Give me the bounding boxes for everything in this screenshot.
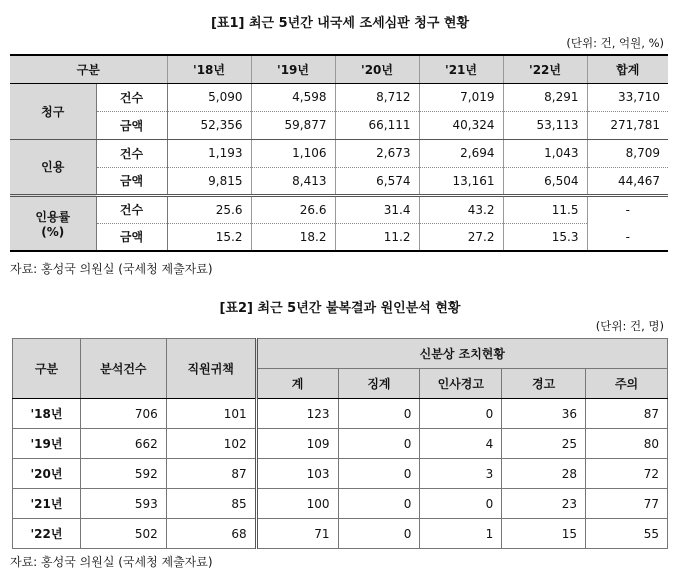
cell: 100 <box>256 489 338 519</box>
cell: 25 <box>502 429 586 459</box>
table2 <box>12 338 668 549</box>
group-label-line2: (%) <box>41 224 65 239</box>
cell: - <box>625 202 630 217</box>
header-cell: '19년 <box>251 55 335 83</box>
group-label: 청구 <box>10 83 96 139</box>
cell: 27.2 <box>419 223 503 251</box>
row-label: '19년 <box>13 429 81 459</box>
header-cell: 징계 <box>338 369 420 399</box>
cell: 25.6 <box>167 195 251 223</box>
cell: 13,161 <box>419 167 503 195</box>
header-cell: '20년 <box>335 55 419 83</box>
cell: 593 <box>80 489 166 519</box>
cell: 26.6 <box>251 195 335 223</box>
group-label <box>10 195 96 251</box>
cell: 2,694 <box>419 139 503 167</box>
cell: 109 <box>256 429 338 459</box>
cell: 9,815 <box>167 167 251 195</box>
row-label: '18년 <box>13 399 81 429</box>
cell: 66,111 <box>335 111 419 139</box>
group-label: 인용 <box>10 139 96 195</box>
cell: 0 <box>338 399 420 429</box>
cell: 80 <box>586 429 668 459</box>
cell: 1 <box>420 519 502 549</box>
table-row <box>13 489 668 519</box>
header-cell: 구분 <box>10 55 167 83</box>
table-row <box>13 459 668 489</box>
cell: 1,043 <box>503 139 587 167</box>
cell: 31.4 <box>335 195 419 223</box>
cell: 4 <box>420 429 502 459</box>
header-cell: 신분상 조치현황 <box>256 339 667 369</box>
table1 <box>10 54 668 252</box>
table-row <box>13 519 668 549</box>
cell: 592 <box>80 459 166 489</box>
cell: 6,574 <box>335 167 419 195</box>
cell: 8,709 <box>587 139 668 167</box>
cell: 59,877 <box>251 111 335 139</box>
header-cell: '18년 <box>167 55 251 83</box>
table-row <box>13 399 668 429</box>
cell: 502 <box>80 519 166 549</box>
sub-label: 금액 <box>96 111 167 139</box>
cell: 2,673 <box>335 139 419 167</box>
cell: 18.2 <box>251 223 335 251</box>
cell: 28 <box>502 459 586 489</box>
cell: 123 <box>256 399 338 429</box>
sub-label: 금액 <box>96 223 167 251</box>
cell: 271,781 <box>587 111 668 139</box>
sub-label: 건수 <box>96 83 167 111</box>
cell: 15 <box>502 519 586 549</box>
cell: 3 <box>420 459 502 489</box>
cell: 15.2 <box>167 223 251 251</box>
table1-source: 자료: 홍성국 의원실 (국세청 제출자료) <box>10 262 213 276</box>
group-label-line1: 인용률 <box>35 209 71 224</box>
cell: 40,324 <box>419 111 503 139</box>
cell: 55 <box>586 519 668 549</box>
cell: 6,504 <box>503 167 587 195</box>
cell: 36 <box>502 399 586 429</box>
row-label: '20년 <box>13 459 81 489</box>
cell: 0 <box>420 399 502 429</box>
cell: - <box>625 229 630 244</box>
row-label: '21년 <box>13 489 81 519</box>
cell: 33,710 <box>587 83 668 111</box>
sub-label: 건수 <box>96 139 167 167</box>
cell: 1,193 <box>167 139 251 167</box>
cell: 11.5 <box>503 195 587 223</box>
cell: 8,712 <box>335 83 419 111</box>
cell: 101 <box>166 399 256 429</box>
header-cell: 인사경고 <box>420 369 502 399</box>
cell: 85 <box>166 489 256 519</box>
header-cell: 분석건수 <box>80 339 166 399</box>
cell: 8,413 <box>251 167 335 195</box>
cell: 15.3 <box>503 223 587 251</box>
table2-title: [표2] 최근 5년간 불복결과 원인분석 현황 <box>219 301 461 316</box>
header-cell: 구분 <box>13 339 81 399</box>
cell: 8,291 <box>503 83 587 111</box>
table-row <box>13 429 668 459</box>
cell: 72 <box>586 459 668 489</box>
table-row <box>10 167 668 195</box>
header-cell: '22년 <box>503 55 587 83</box>
cell: 1,106 <box>251 139 335 167</box>
cell: 662 <box>80 429 166 459</box>
table-row <box>10 139 668 167</box>
table1-unit: (단위: 건, 억원, %) <box>566 36 664 50</box>
cell: 71 <box>256 519 338 549</box>
cell: 0 <box>338 429 420 459</box>
cell: 53,113 <box>503 111 587 139</box>
sub-label: 건수 <box>96 195 167 223</box>
cell: 706 <box>80 399 166 429</box>
cell: 43.2 <box>419 195 503 223</box>
cell: 77 <box>586 489 668 519</box>
cell: 87 <box>586 399 668 429</box>
cell: 7,019 <box>419 83 503 111</box>
cell: 0 <box>420 489 502 519</box>
row-label: '22년 <box>13 519 81 549</box>
cell: 87 <box>166 459 256 489</box>
cell: 103 <box>256 459 338 489</box>
cell: 68 <box>166 519 256 549</box>
cell: 0 <box>338 519 420 549</box>
table-row <box>10 223 668 251</box>
table-row <box>10 111 668 139</box>
table2-unit: (단위: 건, 명) <box>595 319 664 333</box>
header-cell: 직원귀책 <box>166 339 256 399</box>
header-cell: '21년 <box>419 55 503 83</box>
table-row <box>10 195 668 223</box>
table-row <box>10 83 668 111</box>
cell: 11.2 <box>335 223 419 251</box>
cell: 0 <box>338 459 420 489</box>
table2-source: 자료: 홍성국 의원실 (국세청 제출자료) <box>10 555 213 569</box>
table2-header-row <box>13 339 668 369</box>
cell: 5,090 <box>167 83 251 111</box>
cell: 52,356 <box>167 111 251 139</box>
cell: 4,598 <box>251 83 335 111</box>
cell: 44,467 <box>587 167 668 195</box>
cell: 102 <box>166 429 256 459</box>
sub-label: 금액 <box>96 167 167 195</box>
header-cell: 합계 <box>587 55 668 83</box>
cell: 0 <box>338 489 420 519</box>
table1-header-row <box>10 55 668 83</box>
header-cell: 주의 <box>586 369 668 399</box>
header-cell: 계 <box>256 369 338 399</box>
table1-title: [표1] 최근 5년간 내국세 조세심판 청구 현황 <box>210 16 470 31</box>
header-cell: 경고 <box>502 369 586 399</box>
cell: 23 <box>502 489 586 519</box>
